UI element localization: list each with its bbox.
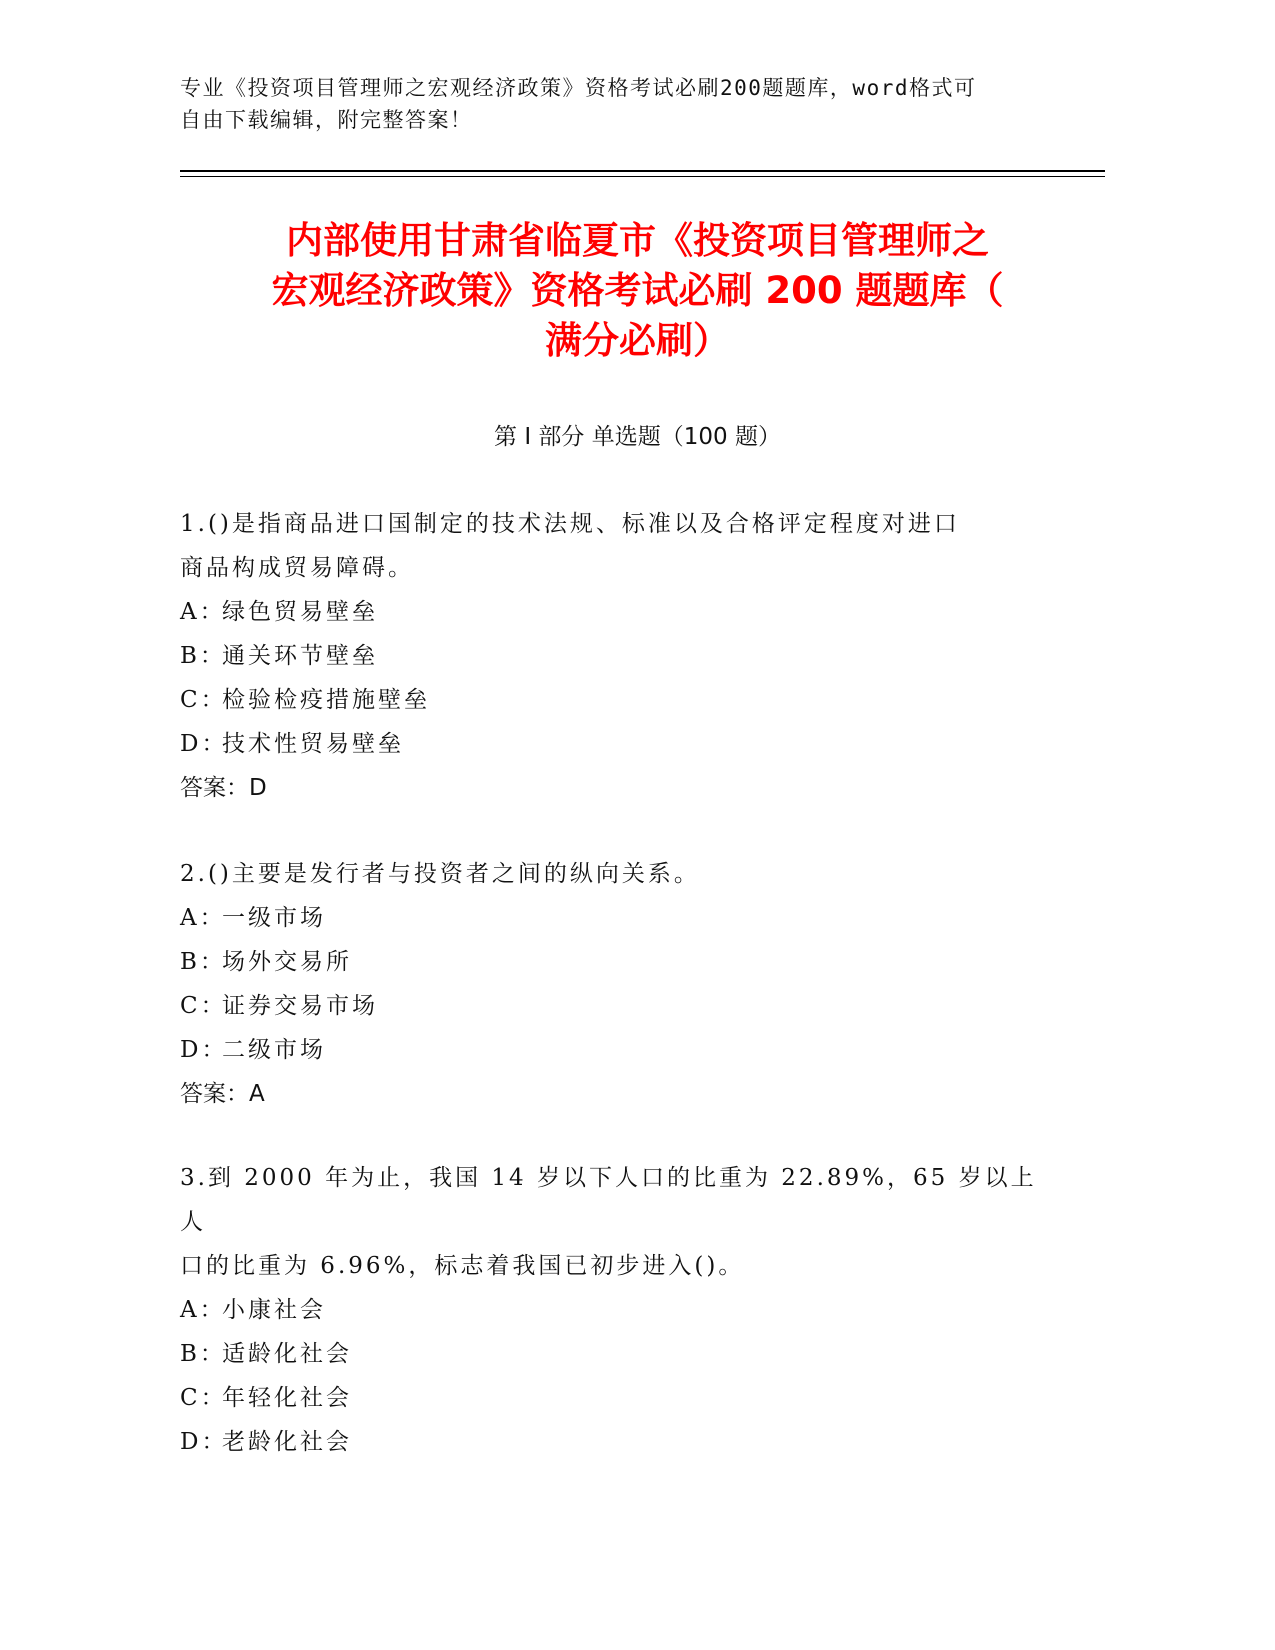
option-text: 一级市场 xyxy=(222,905,326,931)
option-b xyxy=(180,634,1060,678)
option-text: 场外交易所 xyxy=(222,949,352,975)
question-stem-line: 3.到 2000 年为止，我国 14 岁以下人口的比重为 22.89%，65 岁以上人 xyxy=(180,1165,1037,1235)
title-line-1: 内部使用甘肃省临夏市《投资项目管理师之 xyxy=(286,219,989,262)
question-stem-line: 1.()是指商品进口国制定的技术法规、标准以及合格评定程度对进口 xyxy=(180,511,960,537)
answer-line: 答案：A xyxy=(180,1081,265,1107)
question-1 xyxy=(180,502,1060,810)
option-key: B： xyxy=(180,643,226,669)
header-divider-bottom xyxy=(180,176,1105,177)
header-divider-top xyxy=(180,170,1105,172)
option-text: 绿色贸易壁垒 xyxy=(222,599,378,625)
title-line-2: 宏观经济政策》资格考试必刷 200 题题库（ xyxy=(271,269,1004,312)
option-text: 检验检疫措施壁垒 xyxy=(222,687,430,713)
option-key: A： xyxy=(180,599,226,625)
option-c xyxy=(180,1376,1060,1420)
option-key: C： xyxy=(180,1385,227,1411)
answer-line: 答案：D xyxy=(180,775,267,801)
option-text: 年轻化社会 xyxy=(222,1385,352,1411)
section-heading: 第 I 部分 单选题（100 题） xyxy=(494,424,781,450)
option-text: 通关环节壁垒 xyxy=(222,643,378,669)
option-a xyxy=(180,896,1060,940)
header-note-line-2: 自由下载编辑，附完整答案！ xyxy=(180,108,473,132)
option-key: D： xyxy=(180,1429,228,1455)
question-stem-line: 2.()主要是发行者与投资者之间的纵向关系。 xyxy=(180,861,700,887)
option-text: 老龄化社会 xyxy=(222,1429,352,1455)
title-line-3: 满分必刷） xyxy=(545,319,730,362)
option-key: D： xyxy=(180,731,228,757)
option-text: 技术性贸易壁垒 xyxy=(222,731,404,757)
option-b xyxy=(180,940,1060,984)
option-d xyxy=(180,1028,1060,1072)
option-text: 证券交易市场 xyxy=(222,993,378,1019)
option-c xyxy=(180,678,1060,722)
option-key: A： xyxy=(180,905,226,931)
question-stem-line: 口的比重为 6.96%，标志着我国已初步进入()。 xyxy=(180,1253,745,1279)
option-c xyxy=(180,984,1060,1028)
option-key: B： xyxy=(180,949,226,975)
option-key: C： xyxy=(180,993,227,1019)
document-title xyxy=(180,216,1095,366)
question-3 xyxy=(180,1156,1060,1464)
option-a xyxy=(180,1288,1060,1332)
option-a xyxy=(180,590,1060,634)
option-key: A： xyxy=(180,1297,226,1323)
question-2 xyxy=(180,852,1060,1116)
option-key: B： xyxy=(180,1341,226,1367)
header-note xyxy=(180,72,1060,136)
option-d xyxy=(180,1420,1060,1464)
option-text: 适龄化社会 xyxy=(222,1341,352,1367)
option-key: D： xyxy=(180,1037,228,1063)
header-note-line-1: 专业《投资项目管理师之宏观经济政策》资格考试必刷200题题库，word格式可 xyxy=(180,76,977,100)
option-key: C： xyxy=(180,687,227,713)
question-stem-line: 商品构成贸易障碍。 xyxy=(180,555,414,581)
option-d xyxy=(180,722,1060,766)
option-text: 小康社会 xyxy=(222,1297,326,1323)
option-b xyxy=(180,1332,1060,1376)
option-text: 二级市场 xyxy=(222,1037,326,1063)
